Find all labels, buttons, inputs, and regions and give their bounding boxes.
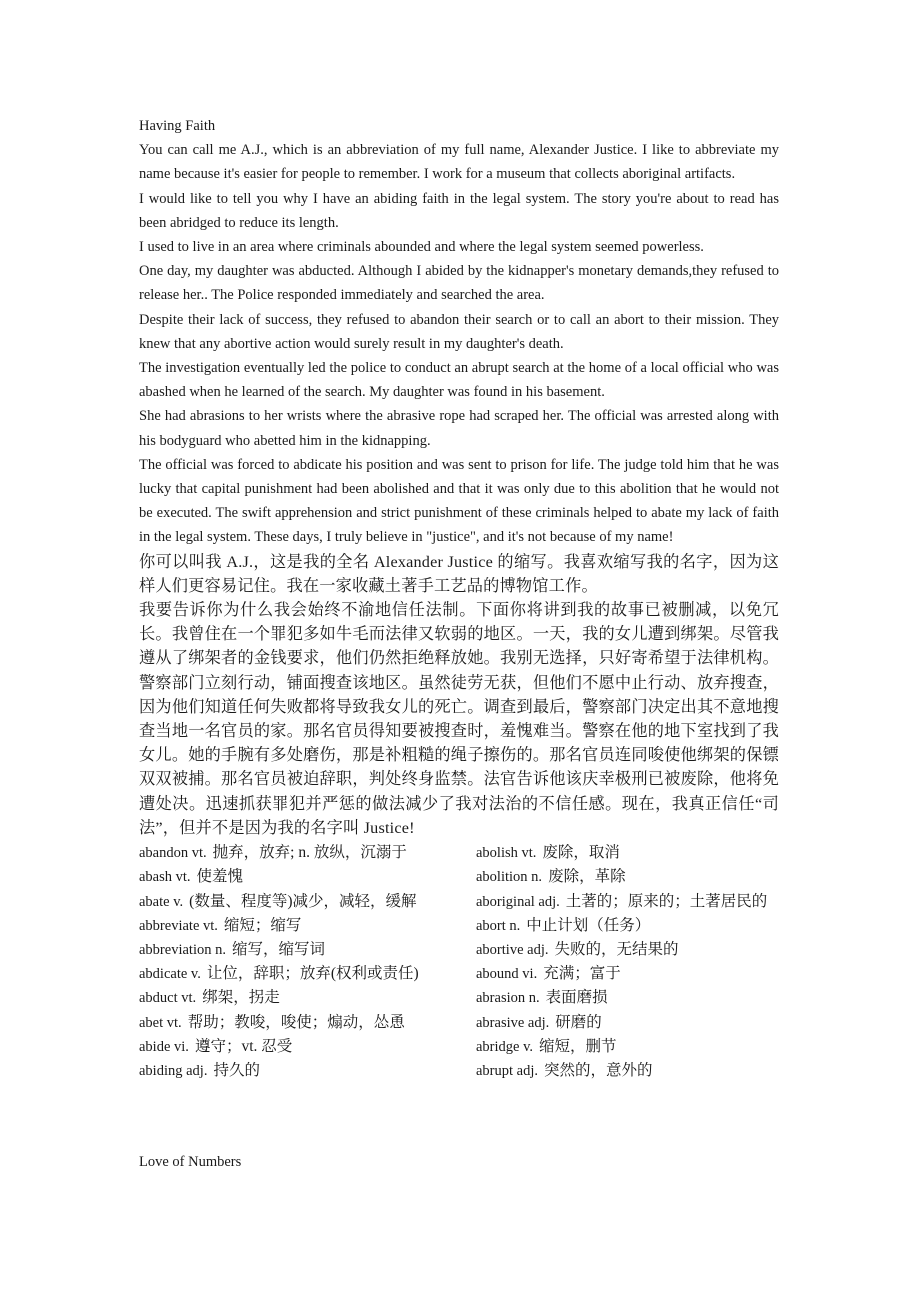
vocabulary-item	[476, 938, 779, 962]
vocabulary-definition: 遵守；vt. 忍受	[194, 1037, 293, 1055]
vocabulary-item	[476, 890, 779, 914]
english-paragraph: You can call me A.J., which is an abbreviation of my full name, Alexander Justice. I like to abbreviate my name because it's easier for people to remember. I work for a museum that collects aboriginal artifacts.	[139, 142, 779, 183]
vocabulary-item	[476, 1059, 779, 1083]
vocabulary-word: abridge v.	[476, 1038, 534, 1055]
vocabulary-item	[139, 962, 476, 986]
vocabulary-word: abrasive adj.	[476, 1014, 550, 1031]
vocabulary-definition: 土著的；原来的；土著居民的	[565, 892, 768, 910]
english-paragraph: The investigation eventually led the police to conduct an abrupt search at the home of a local official who was abashed when he learned of the search. My daughter was found in his basement.	[139, 360, 779, 401]
vocabulary-item	[476, 1011, 779, 1035]
vocabulary-list	[139, 841, 779, 1083]
vocabulary-item	[139, 865, 476, 889]
vocabulary-definition: (数量、程度等)减少，减轻，缓解	[189, 892, 417, 910]
english-paragraph: I would like to tell you why I have an abiding faith in the legal system. The story you're about to read has been abridged to reduce its length.	[139, 190, 779, 231]
vocabulary-word: abiding adj.	[139, 1062, 208, 1079]
vocabulary-word: abet vt.	[139, 1014, 182, 1031]
vocabulary-definition: 缩写，缩写词	[231, 940, 325, 958]
vocabulary-definition: 缩短，删节	[539, 1037, 617, 1055]
vocabulary-definition: 废除，取消	[542, 844, 620, 862]
vocabulary-word: abolition n.	[476, 869, 543, 886]
english-paragraph: I used to live in an area where criminals abounded and where the legal system seemed powerless.	[139, 239, 704, 256]
vocabulary-item	[139, 890, 476, 914]
vocabulary-definition: 持久的	[213, 1061, 260, 1079]
vocabulary-definition: 突然的，意外的	[544, 1061, 653, 1079]
vocabulary-word: abound vi.	[476, 966, 538, 983]
vocabulary-definition: 表面磨损	[545, 989, 608, 1007]
vocabulary-word: aboriginal adj.	[476, 893, 560, 910]
vocabulary-item	[476, 865, 779, 889]
vocabulary-word: abandon vt.	[139, 845, 207, 862]
vocabulary-word: abdicate v.	[139, 966, 201, 983]
vocabulary-definition: 废除，革除	[548, 868, 626, 886]
vocabulary-definition: 失败的，无结果的	[554, 940, 679, 958]
vocabulary-definition: 帮助；教唆，唆使；煽动，怂恿	[187, 1013, 405, 1031]
vocabulary-definition: 使羞愧	[196, 868, 244, 886]
english-paragraph: She had abrasions to her wrists where the abrasive rope had scraped her. The official was arrested along with his bodyguard who abetted him in the kidnapping.	[139, 408, 779, 449]
vocabulary-item	[476, 841, 779, 865]
vocabulary-definition: 绑架，拐走	[202, 989, 280, 1007]
vocabulary-definition: 让位，辞职；放弃(权利或责任)	[206, 965, 419, 983]
vocabulary-item	[139, 1059, 476, 1083]
vocabulary-definition: 抛弃，放弃; n. 放纵，沉溺于	[212, 844, 407, 862]
article-title: Having Faith	[139, 118, 216, 134]
english-paragraph: Despite their lack of success, they refused to abandon their search or to call an abort to their mission. They knew that any abortive action would surely result in my daughter's death.	[139, 311, 779, 352]
english-text	[139, 138, 779, 549]
vocabulary-item	[139, 914, 476, 938]
vocabulary-word: abide vi.	[139, 1038, 189, 1055]
chinese-paragraph: 我要告诉你为什么我会始终不渝地信任法制。下面你将讲到我的故事已被删减，以免冗长。我曾住在一个罪犯多如牛毛而法律又软弱的地区。一天，我的女儿遭到绑架。尽管我遵从了绑架者的金钱要求，他们仍然拒绝释放她。我别无选择，只好寄希望于法律机构。警察部门立刻行动，铺面搜查该地区。虽然徒劳无获，但他们不愿中止行动、放弃搜查，因为他们知道任何失败都将导致我女儿的死亡。调查到最后，警察部门决定出其不意地搜查当地一名官员的家。那名官员得知要被搜查时，羞愧难当。警察在他的地下室找到了我女儿。她的手腕有多处磨伤，那是补粗糙的绳子擦伤的。那名官员连同唆使他绑架的保镖双双被捕。那名官员被迫辞职，判处终身监禁。法官告诉他该庆幸极刑已被废除，他将免遭处决。迅速抓获罪犯并严惩的做法减少了我对法治的不信任感。现在，我真正信任“司法”，但并不是因为我的名字叫 Justice!	[139, 601, 779, 837]
document-content	[139, 114, 779, 1083]
vocabulary-item	[139, 841, 476, 865]
vocabulary-definition: 充满；富于	[543, 965, 621, 983]
vocabulary-word: abrasion n.	[476, 990, 540, 1007]
vocabulary-item	[476, 962, 779, 986]
vocabulary-item	[476, 986, 779, 1010]
vocabulary-item	[476, 1035, 779, 1059]
vocabulary-word: abduct vt.	[139, 990, 197, 1007]
vocabulary-word: abrupt adj.	[476, 1062, 539, 1079]
chinese-translation	[139, 550, 779, 840]
vocabulary-definition: 研磨的	[555, 1013, 602, 1031]
vocabulary-item	[139, 1035, 476, 1059]
vocabulary-item	[139, 1011, 476, 1035]
vocabulary-word: abash vt.	[139, 869, 191, 886]
vocabulary-word: abbreviate vt.	[139, 917, 218, 934]
vocabulary-word: abortive adj.	[476, 941, 549, 958]
vocabulary-definition: 缩短；缩写	[223, 916, 302, 934]
next-section-title: Love of Numbers	[139, 1154, 242, 1170]
english-paragraph: The official was forced to abdicate his position and was sent to prison for life. The judge told him that he was lucky that capital punishment had been abolished and that it was only due to this abolition that he would not be executed. The swift apprehension and strict punishment of these criminals helped to abate my lack of faith in the legal system. These days, I truly believe in "justice", and it's not because of my name!	[139, 456, 779, 546]
vocabulary-item	[139, 986, 476, 1010]
vocabulary-item	[139, 938, 476, 962]
vocabulary-word: abort n.	[476, 917, 521, 934]
vocabulary-definition: 中止计划（任务）	[526, 916, 651, 934]
english-paragraph: One day, my daughter was abducted. Although I abided by the kidnapper's monetary demands,they refused to release her.. The Police responded immediately and searched the area.	[139, 263, 779, 304]
vocabulary-word: abate v.	[139, 893, 184, 910]
chinese-paragraph: 你可以叫我 A.J.，这是我的全名 Alexander Justice 的缩写。我喜欢缩写我的名字，因为这样人们更容易记住。我在一家收藏土著手工艺品的博物馆工作。	[139, 552, 779, 595]
vocabulary-item	[476, 914, 779, 938]
vocabulary-word: abolish vt.	[476, 845, 537, 862]
vocabulary-word: abbreviation n.	[139, 941, 226, 958]
